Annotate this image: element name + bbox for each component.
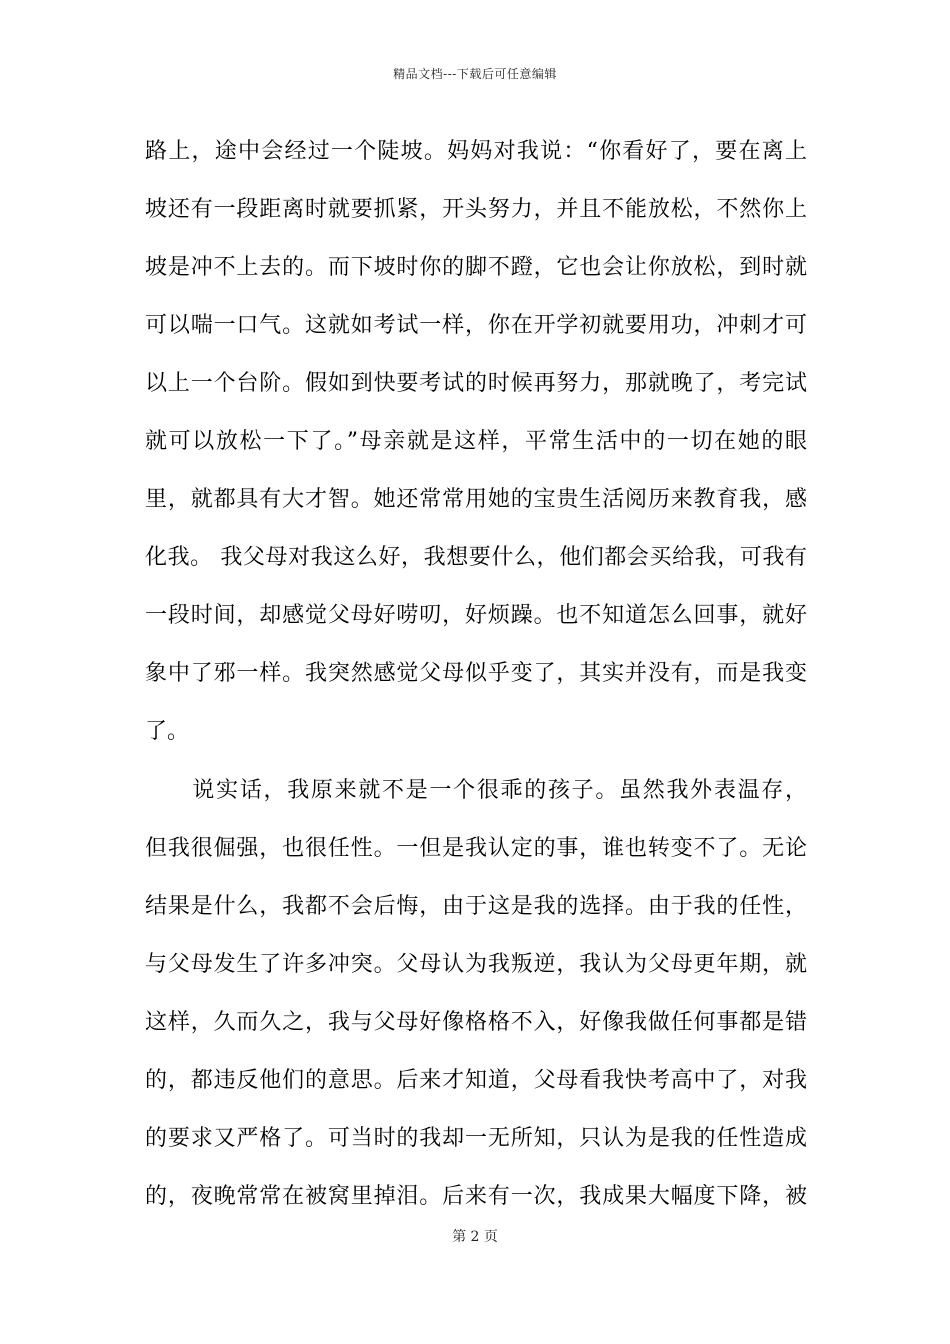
text-line: 坡还有一段距离时就要抓紧，开头努力，并且不能放松，不然你上 [145, 197, 807, 222]
text-line: 与父母发生了许多冲突。父母认为我叛逆，我认为父母更年期，就 [145, 952, 807, 977]
text-line: 一段时间，却感觉父母好唠叨，好烦躁。也不知道怎么回事，就好 [145, 603, 807, 628]
text-line: 的，夜晚常常在被窝里掉泪。后来有一次，我成果大幅度下降，被 [145, 1184, 807, 1209]
page-number: 第 2 页 [452, 1229, 498, 1245]
text-line: 坡是冲不上去的。而下坡时你的脚不蹬，它也会让你放松，到时就 [145, 255, 807, 280]
text-line: 里，就都具有大才智。她还常常用她的宝贵生活阅历来教育我，感 [145, 487, 807, 512]
text-line: 化我。 我父母对我这么好，我想要什么，他们都会买给我，可我有 [145, 545, 807, 570]
text-line: 以上一个台阶。假如到快要考试的时候再努力，那就晚了，考完试 [145, 371, 807, 396]
text-line: 就可以放松一下了。”母亲就是这样，平常生活中的一切在她的眼 [145, 429, 807, 454]
text-line: 的要求又严格了。可当时的我却一无所知，只认为是我的任性造成 [145, 1126, 807, 1151]
text-line: 说实话，我原来就不是一个很乖的孩子。虽然我外表温存， [145, 778, 807, 803]
text-line: 路上，途中会经过一个陡坡。妈妈对我说：“你看好了，要在离上 [145, 139, 807, 164]
text-line: 结果是什么，我都不会后悔，由于这是我的选择。由于我的任性， [145, 894, 807, 919]
text-line: 的，都违反他们的意思。后来才知道，父母看我快考高中了，对我 [145, 1068, 807, 1093]
text-line: 但我很倔强，也很任性。一但是我认定的事，谁也转变不了。无论 [145, 836, 807, 861]
text-line: 象中了邪一样。我突然感觉父母似乎变了，其实并没有，而是我变 [145, 661, 807, 686]
page-header: 精品文档---下载后可任意编辑 [393, 67, 557, 81]
text-line: 可以喘一口气。这就如考试一样，你在开学初就要用功，冲刺才可 [145, 313, 807, 338]
text-line: 这样，久而久之，我与父母好像格格不入，好像我做任何事都是错 [145, 1010, 807, 1035]
document-body [145, 130, 807, 1233]
text-line: 了。 [145, 719, 190, 744]
